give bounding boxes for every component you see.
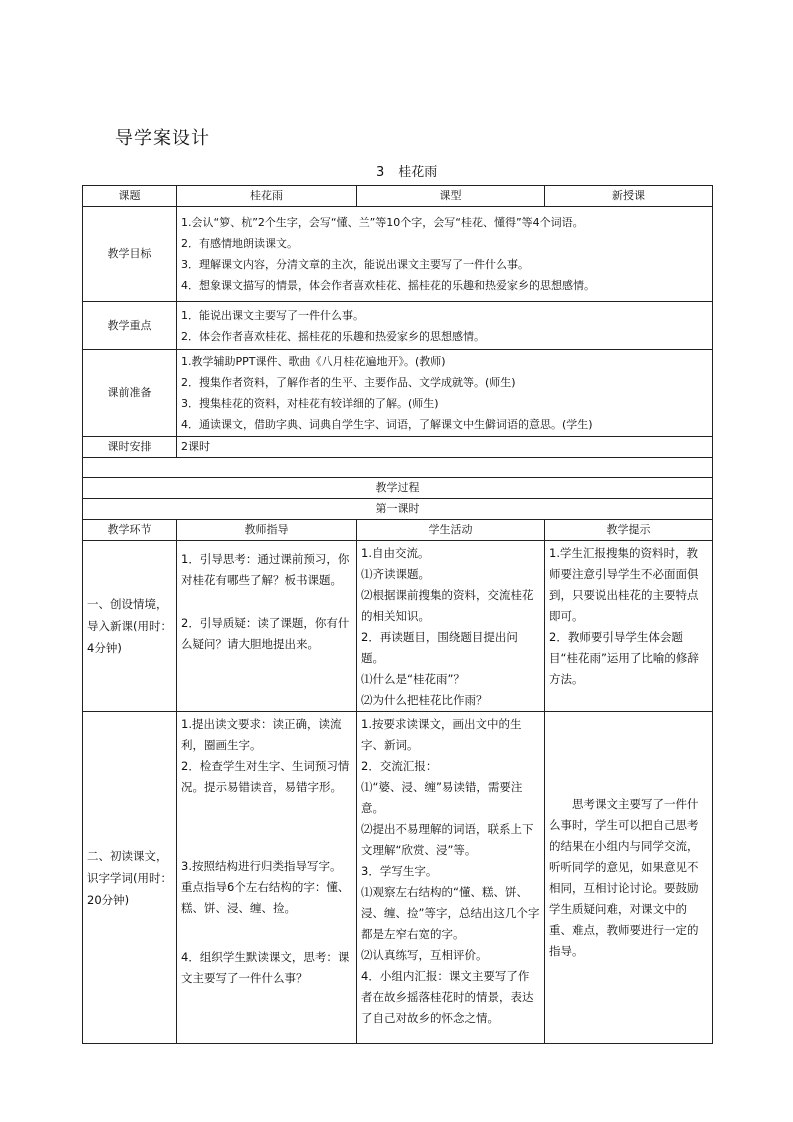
student-step: 2．交流汇报： [361,759,438,773]
prep-item: 2．搜集作者资料，了解作者的生平、主要作品、文学成就等。(师生) [181,376,516,389]
document-title: 导学案设计 [115,128,210,149]
student-step: ⑴观察左右结构的“懂、糕、饼、浸、缠、捡”等字，总结出这几个字都是左窄右宽的字。 [361,885,540,941]
student-step: ⑵认真练写，互相评价。 [361,948,488,962]
tip-item: 思考课文主要写了一件什么事时，学生可以把自己思考的结果在小组内与同学交流，听听同学的意见，如果意见不相同，互相讨论讨论。要鼓励学生质疑问难，对课文中的重、难点，教师要进行一定的指导。 [549,796,699,958]
process-title: 教学过程 [83,478,713,499]
student-activity [357,712,545,1044]
stage-row-1 [83,541,713,712]
teacher-step: 1．引导思考：通过课前预习，你对桂花有哪些了解？板书课题。 [181,552,350,587]
student-step: ⑴“婆、浸、缠”易读错，需要注意。 [361,780,523,815]
topic-row [83,186,713,207]
student-step: ⑵根据课前搜集的资料，交流桂花的相关知识。 [361,588,534,623]
focus-item: 2．体会作者喜欢桂花、摇桂花的乐趣和热爱家乡的思想感情。 [181,329,485,343]
schedule-row [83,437,713,458]
student-step: ⑴什么是“桂花雨”？ [361,672,465,686]
focus-label: 教学重点 [83,302,177,350]
topic-value: 桂花雨 [177,186,357,207]
type-value: 新授课 [545,186,713,207]
objective-item: 1.会认“箩、杭”2个生字，会写“懂、兰”等10个字，会写“桂花、懂得”等4个词语。 [181,216,584,229]
first-lesson-row [83,499,713,520]
prep-row [83,350,713,437]
teacher-step: 1.提出读文要求：读正确，读流利，圈画生字。 [181,717,342,752]
student-step: ⑴齐读课题。 [361,567,430,581]
lesson-name: 桂花雨 [398,165,438,180]
type-label: 课型 [357,186,545,207]
schedule-value: 2课时 [177,437,713,458]
objectives-label: 教学目标 [83,207,177,302]
tip-item: 1.学生汇报搜集的资料时，教师要注意引导学生不必面面俱到，只要说出桂花的主要特点即可。 [549,546,699,623]
objective-item: 3．理解课文内容，分清文章的主次，能说出课文主要写了一件什么事。 [181,258,529,271]
focus-list [177,302,713,350]
schedule-label: 课时安排 [83,437,177,458]
teacher-step: 4．组织学生默读课文，思考：课文主要写了一件什么事？ [181,950,350,985]
blank-cell [83,458,713,478]
objective-item: 2．有感情地朗读课文。 [181,237,298,250]
process-spacer-row [83,458,713,478]
first-lesson-label: 第一课时 [83,499,713,520]
column-header-row [83,520,713,541]
col-header-stage: 教学环节 [83,520,177,541]
student-activity [357,541,545,712]
objectives-row [83,207,713,302]
student-step: 3．学写生字。 [361,864,438,878]
teaching-tips [545,541,713,712]
teacher-step: 2．检查学生对生字、生词预习情况。提示易错读音，易错字形。 [181,759,350,794]
prep-item: 3．搜集桂花的资料，对桂花有较详细的了解。(师生) [181,397,439,410]
student-step: 1.自由交流。 [361,546,430,560]
col-header-teacher: 教师指导 [177,520,357,541]
prep-list [177,350,713,437]
teacher-step: 3.按照结构进行归类指导写字。重点指导6个左右结构的字：懂、糕、饼、浸、缠、捡。 [181,859,350,915]
lesson-heading [376,161,437,180]
focus-item: 1．能说出课文主要写了一件什么事。 [181,308,364,322]
teacher-guidance [177,541,357,712]
process-title-row [83,478,713,499]
student-step: 1.按要求读课文，画出文中的生字、新词。 [361,717,522,752]
student-step: 2．再读题目，围绕题目提出问题。 [361,630,518,665]
stage-name: 二、初读课文，识字学词(用时：20分钟) [83,712,177,1044]
stage-row-2 [83,712,713,1044]
tip-item: 2．教师要引导学生体会题目“桂花雨”运用了比喻的修辞方法。 [549,630,699,686]
teaching-tips [545,712,713,1044]
teacher-guidance [177,712,357,1044]
student-step: ⑵提出不易理解的词语，联系上下文理解“欣赏、浸”等。 [361,822,534,857]
objective-item: 4．想象课文描写的情景，体会作者喜欢桂花、摇桂花的乐趣和热爱家乡的思想感情。 [181,279,595,292]
objectives-list [177,207,713,302]
student-step: 4．小组内汇报：课文主要写了作者在故乡摇落桂花时的情景，表达了自己对故乡的怀念之情。 [361,969,534,1025]
stage-name: 一、创设情境，导入新课(用时：4分钟) [83,541,177,712]
student-step: ⑵为什么把桂花比作雨？ [361,693,488,707]
prep-item: 1.教学辅助PPT课件、歌曲《八月桂花遍地开》。(教师) [181,355,446,368]
lesson-plan-table [82,185,713,1044]
topic-label: 课题 [83,186,177,207]
prep-label: 课前准备 [83,350,177,437]
teacher-step: 2．引导质疑：读了课题，你有什么疑问？请大胆地提出来。 [181,616,350,651]
col-header-student: 学生活动 [357,520,545,541]
lesson-number: 3 [376,165,385,180]
col-header-tips: 教学提示 [545,520,713,541]
prep-item: 4．通读课文，借助字典、词典自学生字、词语，了解课文中生僻词语的意思。(学生) [181,418,593,431]
focus-row [83,302,713,350]
